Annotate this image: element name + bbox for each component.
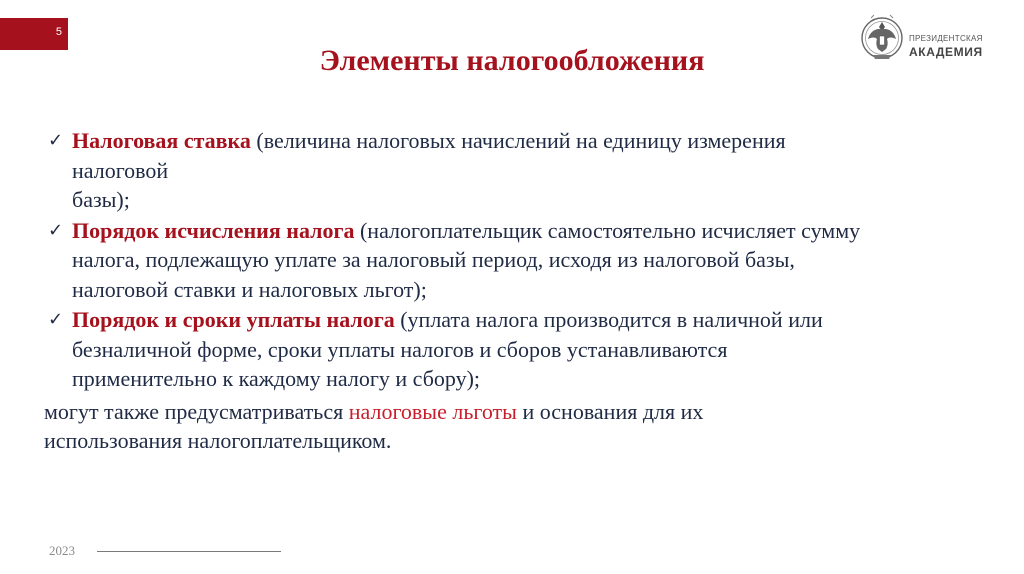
footer-divider	[97, 551, 281, 552]
list-item	[44, 216, 1004, 305]
slide-body	[44, 126, 1004, 456]
footer-year: 2023	[49, 543, 75, 558]
presidential-academy-logo	[860, 12, 1000, 68]
term: Порядок и сроки уплаты налога	[72, 307, 395, 332]
slide-title: Элементы налогообложения	[319, 44, 705, 77]
description-line: (уплата налога производится в наличной или	[400, 307, 823, 332]
closing-text-line2: использования налогоплательщиком.	[44, 428, 392, 453]
description-line: базы);	[72, 187, 130, 212]
elements-list	[44, 126, 1004, 394]
tax-benefits-highlight: налоговые льготы	[348, 398, 517, 424]
description-line: налога, подлежащую уплате за налоговый период, исходя из налоговой базы,	[72, 247, 795, 272]
closing-text: могут также предусматриваться	[44, 398, 344, 424]
description-line: (налогоплательщик самостоятельно исчисляет сумму	[359, 217, 861, 243]
term: Порядок исчисления налога	[72, 217, 355, 243]
term: Налоговая ставка	[72, 128, 251, 153]
description-line: безналичной форме, сроки уплаты налогов и сборов устанавливаются	[72, 336, 728, 362]
check-icon: ✓	[48, 309, 64, 330]
list-item	[44, 126, 1004, 215]
description-line: налоговой	[72, 157, 169, 183]
description-line: (величина налоговых начислений на единицу измерения	[256, 128, 786, 153]
check-icon: ✓	[48, 130, 64, 151]
closing-text: и основания для их	[522, 398, 704, 424]
description-line: применительно к каждому налогу и сбору);	[72, 366, 481, 391]
logo-text-line1: ПРЕЗИДЕНТСКАЯ	[909, 34, 983, 43]
page-number: 5	[55, 26, 62, 38]
description-line: налоговой ставки и налоговых льгот);	[72, 276, 427, 302]
list-item	[44, 305, 1004, 394]
closing-paragraph	[44, 397, 1004, 456]
logo-text-line2: АКАДЕМИЯ	[909, 45, 983, 59]
eagle-emblem-icon	[860, 12, 904, 66]
check-icon: ✓	[48, 219, 64, 241]
